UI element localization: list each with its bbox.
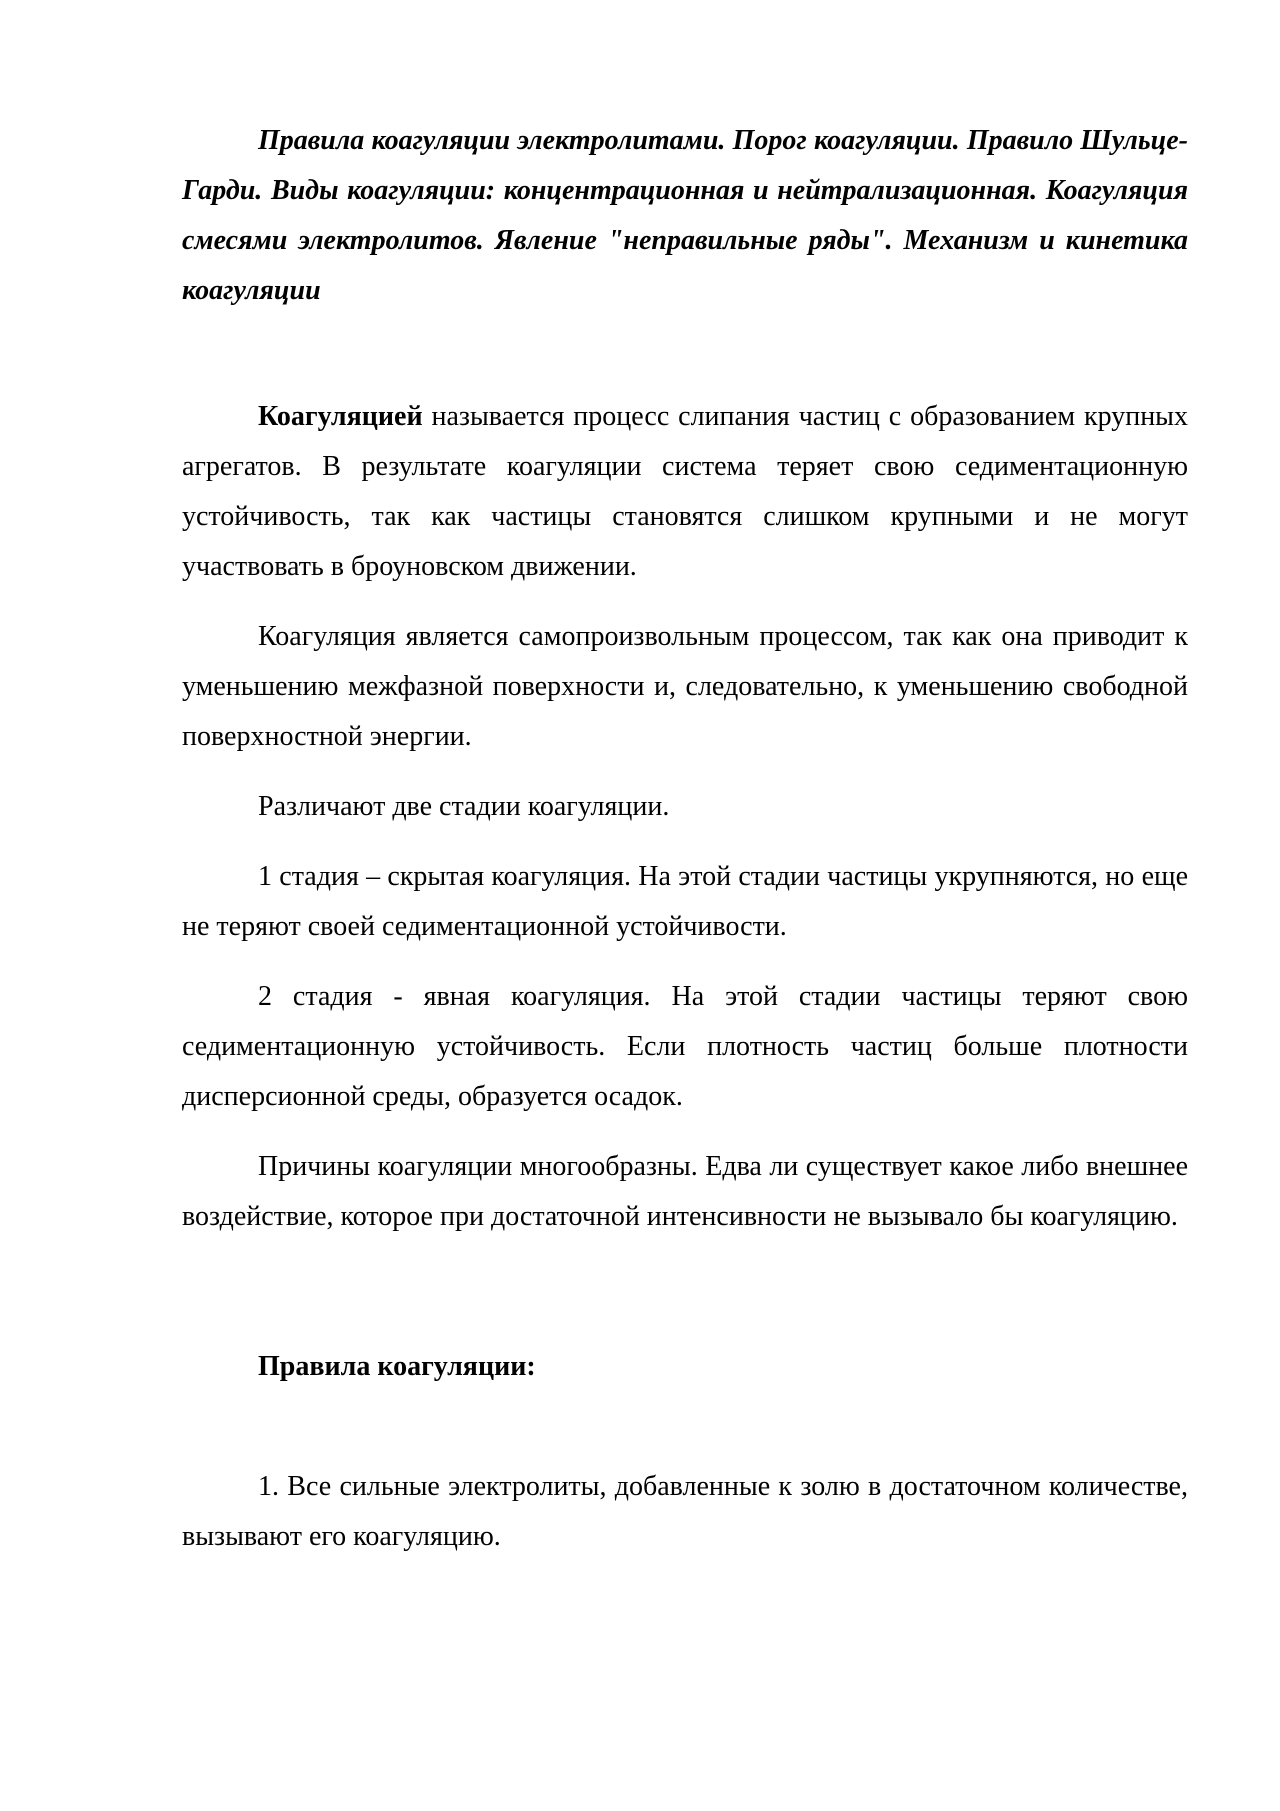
paragraph-causes: Причины коагуляции многообразны. Едва ли существует какое либо внешнее воздействие, которое при достаточной интенсивности не вызывало бы коагуляцию. [182, 1151, 1188, 1232]
document-page [182, 116, 1188, 1582]
intro-text: называется процесс слипания частиц с образованием крупных агрегатов. В результате коагуляции система теряет свою седиментационную устойчивость, так как частицы становятся слишком крупными и не могут участвовать в броуновском движении. [182, 401, 1188, 582]
paragraph-stage-2: 2 стадия - явная коагуляция. На этой стадии частицы теряют свою седиментационную устойчивость. Если плотность частиц больше плотности дисперсионной среды, образуется осадок. [182, 981, 1188, 1112]
paragraph-stages: Различают две стадии коагуляции. [258, 791, 670, 822]
spacer [182, 1392, 1188, 1462]
rule-item-1: 1. Все сильные электролиты, добавленные к золю в достаточном количестве, вызывают его коагуляцию. [182, 1471, 1188, 1552]
paragraph-spontaneous: Коагуляция является самопроизвольным процессом, так как она приводит к уменьшению межфазной поверхности и, следовательно, к уменьшению свободной поверхностной энергии. [182, 621, 1188, 752]
document-title: Правила коагуляции электролитами. Порог коагуляции. Правило Шульце-Гарди. Виды коагуляции: концентрационная и нейтрализационная. Коагуляция смесями электролитов. Явление "неправильные ряды". Механизм и кинетика коагуляции [182, 125, 1188, 306]
intro-paragraph [182, 392, 1188, 592]
rules-heading: Правила коагуляции: [258, 1351, 536, 1382]
spacer [182, 1262, 1188, 1342]
spacer [182, 316, 1188, 392]
intro-term: Коагуляцией [258, 401, 423, 432]
paragraph-stage-1: 1 стадия – скрытая коагуляция. На этой стадии частицы укрупняются, но еще не теряют своей седиментационной устойчивости. [182, 861, 1188, 942]
